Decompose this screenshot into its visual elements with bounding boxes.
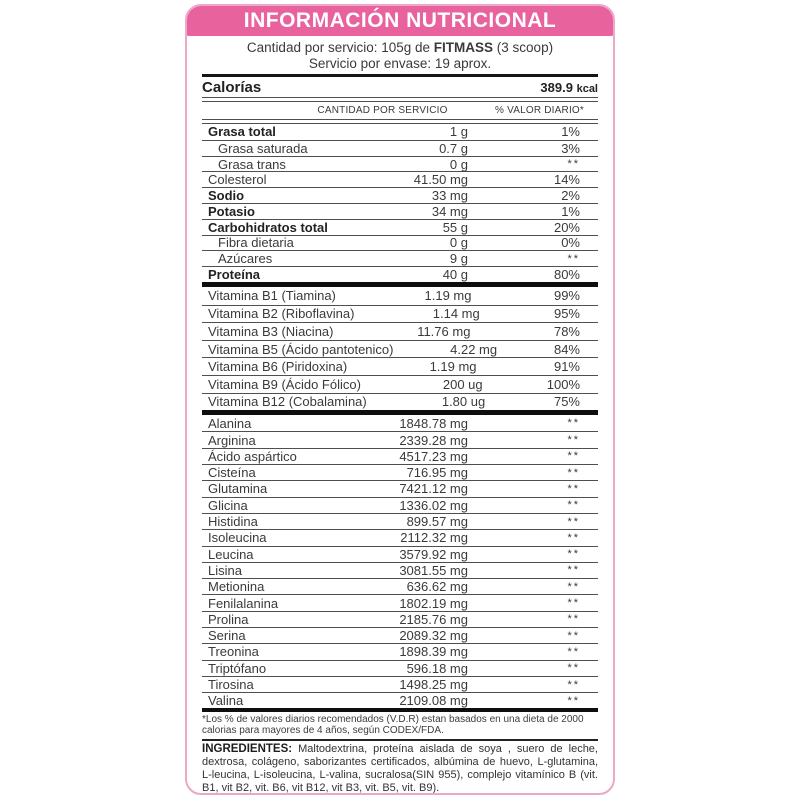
table-row (202, 340, 598, 358)
row-value: 3579.92 mg (399, 546, 468, 562)
row-value: 41.50 mg (413, 172, 468, 188)
row-label: Cisteína (208, 465, 256, 481)
row-label: Vitamina B2 (Riboflavina) (208, 306, 355, 322)
row-daily-value: 91% (553, 359, 580, 375)
table-row (202, 627, 598, 643)
table-row (202, 578, 598, 594)
row-daily-value: 1% (561, 124, 580, 140)
row-daily-value: ** (567, 482, 580, 495)
row-daily-value: 78% (553, 323, 580, 339)
row-daily-value: ** (567, 548, 580, 561)
table-row (202, 529, 598, 545)
table-row (202, 643, 598, 659)
table-row (202, 464, 598, 480)
row-daily-value: 95% (553, 306, 580, 322)
table-row (202, 611, 598, 627)
row-daily-value: ** (567, 613, 580, 626)
row-label: Vitamina B1 (Tiamina) (208, 288, 336, 304)
row-value: 4.22 mg (450, 341, 498, 357)
calories-row (202, 77, 598, 97)
row-label: Histidina (208, 514, 258, 530)
row-value: 1848.78 mg (399, 415, 468, 431)
row-value: 9 g (449, 251, 468, 267)
row-value: 1.19 mg (424, 288, 472, 304)
row-label: Colesterol (208, 172, 267, 188)
table-row (202, 415, 598, 431)
row-value: 1.19 mg (429, 359, 477, 375)
row-label: Ácido aspártico (208, 448, 297, 464)
row-label: Valina (208, 693, 244, 709)
row-daily-value: 100% (546, 376, 580, 392)
table-row (202, 203, 598, 219)
row-value: 0.7 g (439, 140, 468, 156)
row-label: Leucina (208, 546, 254, 562)
row-label: Fenilalanina (208, 595, 279, 611)
row-label: Isoleucina (208, 530, 267, 546)
row-value: 636.62 mg (406, 579, 468, 595)
table-row (202, 562, 598, 578)
row-value: 1498.25 mg (399, 677, 468, 693)
row-label: Prolina (208, 611, 249, 627)
table-row (202, 448, 598, 464)
row-label: Vitamina B12 (Cobalamina) (208, 394, 367, 410)
row-value: 11.76 mg (417, 323, 471, 339)
column-headers (202, 102, 598, 119)
row-daily-value: 3% (561, 140, 580, 156)
row-daily-value: 80% (553, 267, 580, 283)
amount-column-header: CANTIDAD POR SERVICIO (317, 105, 448, 116)
table-row (202, 393, 598, 411)
row-value: 2339.28 mg (399, 432, 468, 448)
row-label: Azúcares (218, 251, 273, 267)
row-label: Arginina (208, 432, 256, 448)
row-value: 33 mg (431, 188, 468, 204)
title-bar (186, 5, 614, 36)
serving-prefix: Cantidad por servicio: 105g de (246, 40, 434, 55)
row-label: Alanina (208, 415, 252, 431)
calories-label: Calorías (202, 78, 262, 96)
row-label: Grasa trans (218, 156, 286, 172)
row-value: 0 g (449, 156, 468, 172)
row-value: 2185.76 mg (399, 611, 468, 627)
table-row (202, 140, 598, 156)
row-daily-value: ** (567, 499, 580, 512)
table-row (202, 497, 598, 513)
row-value: 0 g (449, 235, 468, 251)
calories-unit: kcal (576, 82, 598, 95)
row-value: 1.80 ug (441, 394, 486, 410)
row-daily-value: ** (567, 252, 580, 265)
row-value: 1898.39 mg (399, 644, 468, 660)
row-daily-value: ** (567, 678, 580, 691)
table-row (202, 375, 598, 393)
page-title: INFORMACIÓN NUTRICIONAL (243, 8, 557, 32)
row-value: 2112.32 mg (400, 530, 468, 546)
row-daily-value: ** (567, 629, 580, 642)
nutrients-table (202, 124, 598, 282)
row-value: 596.18 mg (406, 660, 468, 676)
table-row (202, 124, 598, 140)
row-label: Sodio (208, 188, 245, 204)
ingredients-label: INGREDIENTES: (202, 743, 293, 756)
row-label: Tirosina (208, 677, 254, 693)
row-value: 716.95 mg (406, 465, 468, 481)
table-row (202, 219, 598, 235)
row-daily-value: 0% (561, 235, 580, 251)
row-daily-value: ** (567, 662, 580, 675)
table-row (202, 357, 598, 375)
table-row (202, 660, 598, 676)
row-daily-value: 14% (553, 172, 580, 188)
calories-number: 389.9 (540, 79, 573, 95)
table-row (202, 156, 598, 172)
table-row (202, 513, 598, 529)
table-row (202, 287, 598, 305)
table-row (202, 305, 598, 323)
row-daily-value: 75% (553, 394, 580, 410)
row-daily-value: 2% (561, 188, 580, 204)
daily-value-footnote: *Los % de valores diarios recomendados (V.D.R) estan basados en una dieta de 2000 calorias para mayores de 4 años, según CODEX/FDA. (202, 714, 584, 736)
table-row (202, 480, 598, 496)
row-daily-value: ** (567, 450, 580, 463)
table-row (202, 171, 598, 187)
row-value: 1802.19 mg (399, 595, 468, 611)
row-value: 7421.12 mg (399, 481, 468, 497)
row-value: 1 g (449, 124, 468, 140)
row-label: Lisina (208, 562, 242, 578)
row-label: Carbohidratos total (208, 219, 328, 235)
table-row (202, 692, 598, 708)
table-row (202, 431, 598, 447)
servings-per-container-line: Servicio por envase: 19 aprox. (308, 55, 492, 71)
row-daily-value: ** (567, 466, 580, 479)
daily-value-column-header: % VALOR DIARIO* (495, 105, 584, 116)
row-label: Glicina (208, 497, 248, 513)
serving-suffix: (3 scoop) (493, 40, 554, 55)
row-value: 4517.23 mg (399, 448, 468, 464)
row-label: Glutamina (208, 481, 268, 497)
nutrition-facts-card (185, 4, 615, 795)
row-label: Serina (208, 628, 246, 644)
row-label: Treonina (208, 644, 259, 660)
row-label: Vitamina B3 (Niacina) (208, 323, 334, 339)
table-row (202, 187, 598, 203)
table-row (202, 546, 598, 562)
row-label: Vitamina B5 (Ácido pantotenico) (208, 341, 394, 357)
table-row (202, 266, 598, 282)
serving-size-line (202, 40, 598, 56)
ingredients-paragraph (202, 743, 598, 794)
row-value: 3081.55 mg (399, 562, 468, 578)
row-label: Grasa saturada (218, 140, 308, 156)
row-label: Fibra dietaria (218, 235, 294, 251)
table-row (202, 235, 598, 251)
row-daily-value: ** (567, 694, 580, 707)
row-label: Grasa total (208, 124, 276, 140)
row-value: 899.57 mg (406, 514, 468, 530)
row-value: 1336.02 mg (399, 497, 468, 513)
row-daily-value: 84% (553, 341, 580, 357)
row-daily-value: ** (567, 564, 580, 577)
row-label: Vitamina B6 (Piridoxina) (208, 359, 348, 375)
table-row (202, 322, 598, 340)
table-row (202, 676, 598, 692)
row-daily-value: 20% (553, 219, 580, 235)
row-value: 200 ug (442, 376, 483, 392)
row-label: Vitamina B9 (Ácido Fólico) (208, 376, 361, 392)
amino-acids-table (202, 415, 598, 708)
row-daily-value: ** (567, 515, 580, 528)
row-value: 2089.32 mg (399, 628, 468, 644)
label-content (187, 36, 613, 795)
row-daily-value: 1% (561, 203, 580, 219)
row-label: Proteína (208, 267, 261, 283)
row-daily-value: ** (567, 157, 580, 170)
calories-value (540, 80, 598, 95)
row-daily-value: ** (567, 597, 580, 610)
row-label: Metionina (208, 579, 265, 595)
brand-name: FITMASS (433, 40, 494, 55)
row-daily-value: ** (567, 531, 580, 544)
row-daily-value: ** (567, 434, 580, 447)
row-label: Potasio (208, 203, 255, 219)
row-value: 1.14 mg (432, 306, 480, 322)
row-daily-value: ** (567, 580, 580, 593)
row-daily-value: ** (567, 417, 580, 430)
row-value: 40 g (442, 267, 468, 283)
table-row (202, 250, 598, 266)
ingredients-text: Maltodextrina, proteína aislada de soya , suero de leche, dextrosa, colágeno, saborizantes certificados, albúmina de huevo, L-glutamina, L-leucina, L-isoleucina, L-valina, sucralosa(SIN 955), complejo vitamínico B (vit. B1, vit B2, vit. B6, vit B12, vit B3, vit. B5, vit. B9). (202, 743, 598, 794)
row-daily-value: 99% (553, 288, 580, 304)
row-value: 2109.08 mg (399, 693, 468, 709)
divider-medium (202, 739, 598, 741)
row-label: Triptófano (208, 660, 267, 676)
vitamins-table (202, 287, 598, 410)
row-value: 55 g (442, 219, 468, 235)
row-value: 34 mg (431, 203, 468, 219)
table-row (202, 594, 598, 610)
section-separator-bar (202, 708, 598, 712)
row-daily-value: ** (567, 645, 580, 658)
